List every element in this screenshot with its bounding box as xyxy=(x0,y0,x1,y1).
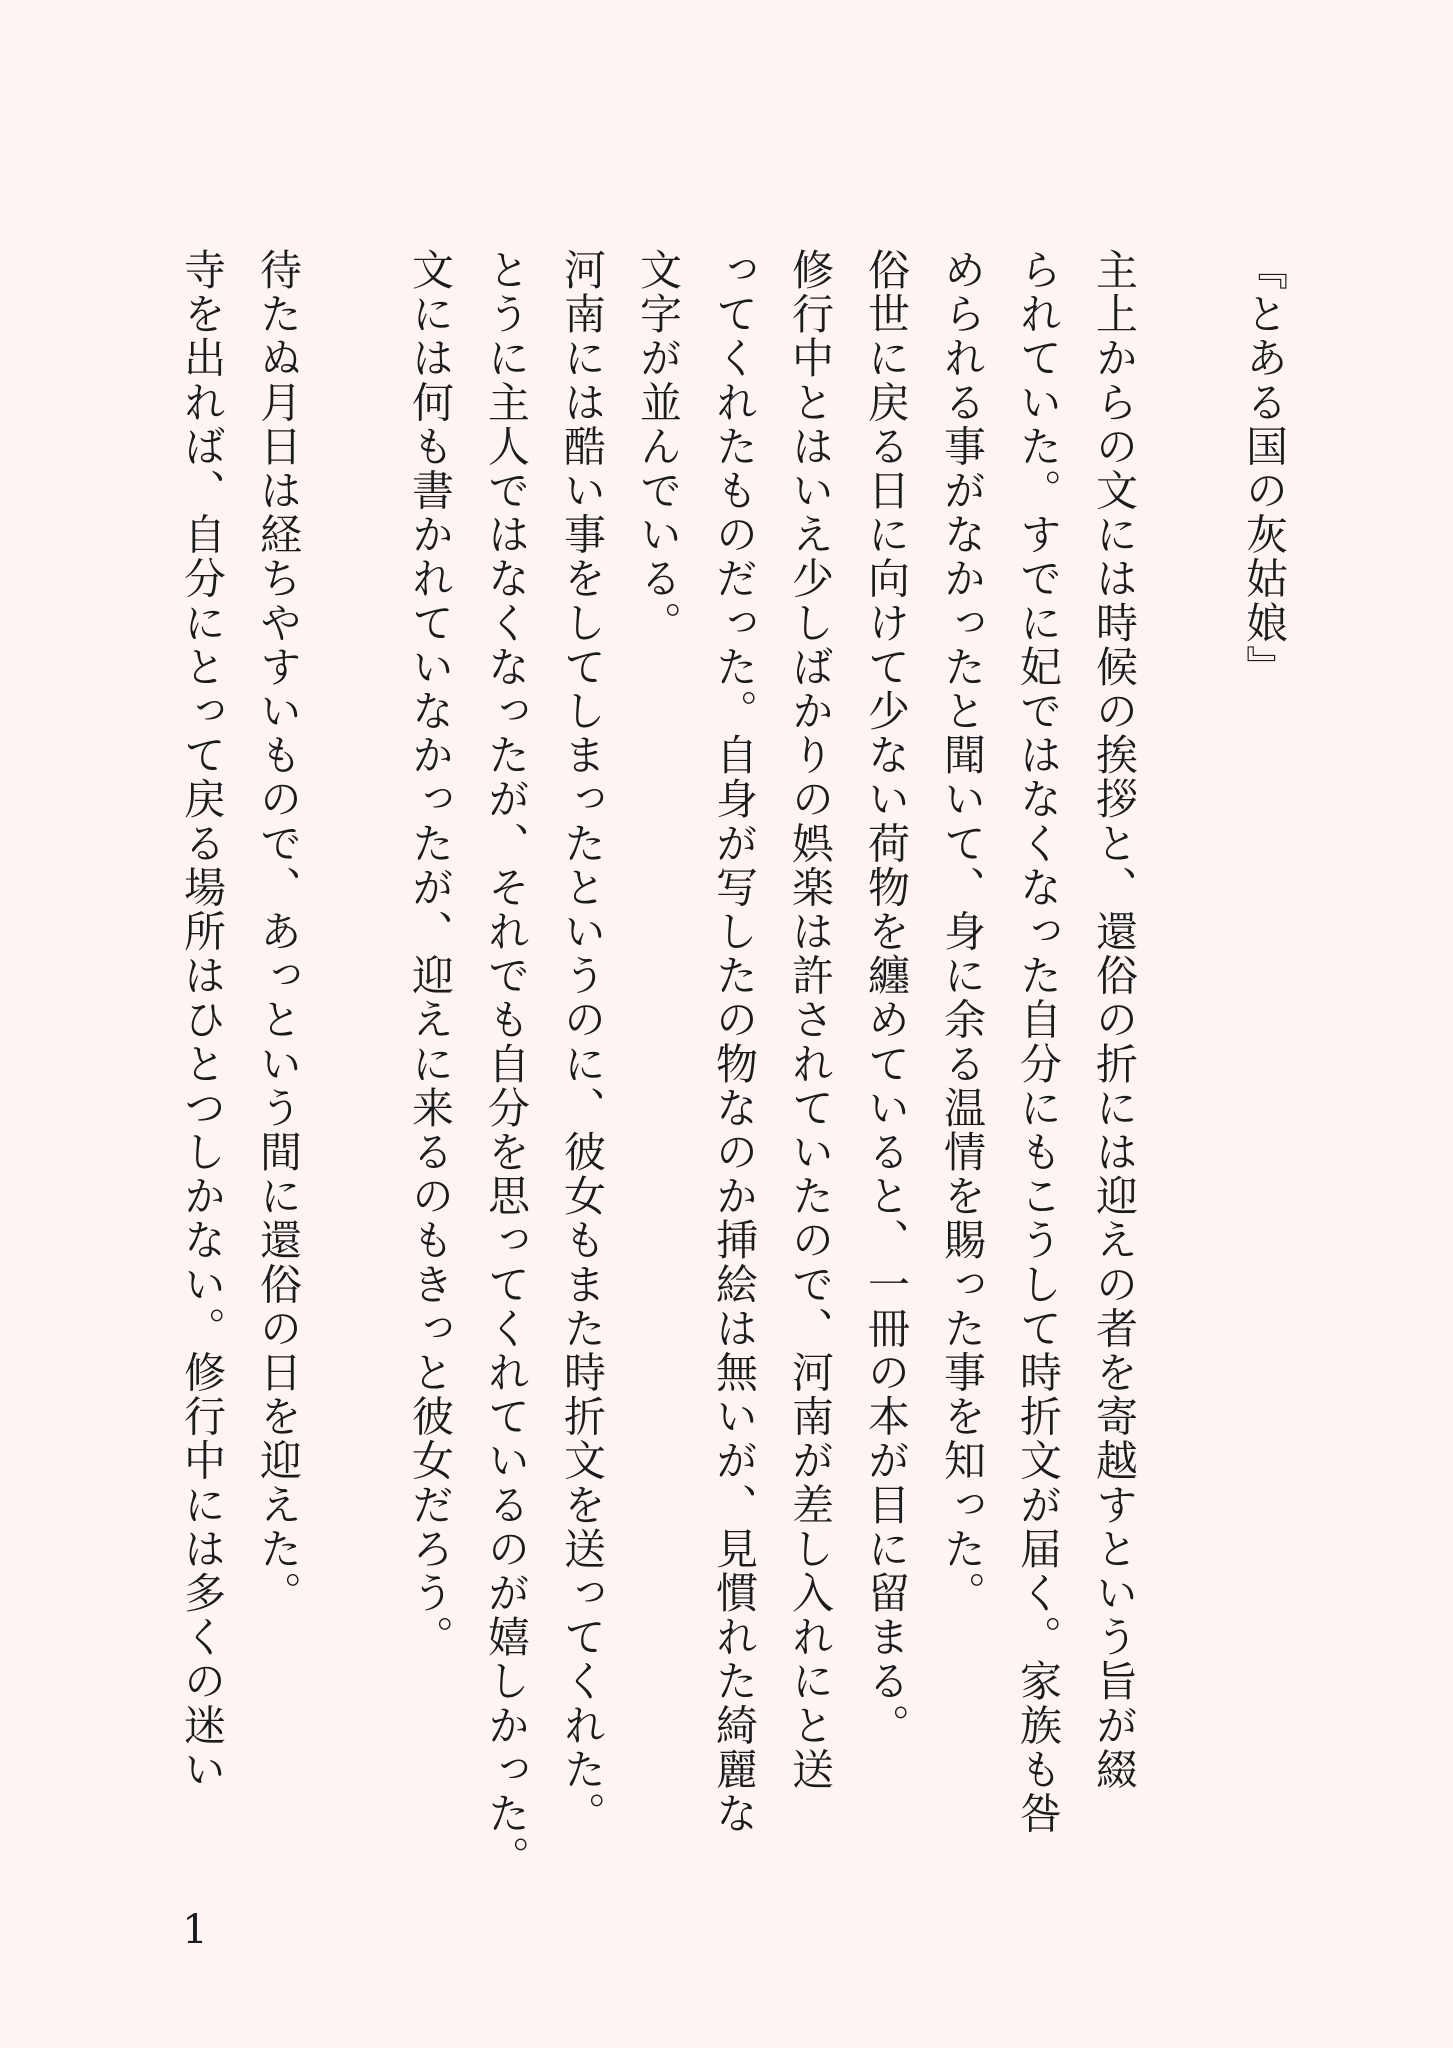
story-title: 『とある国の灰姑娘』 xyxy=(1240,248,1289,689)
text-line-2: られていた。すでに妃ではなくなった自分にもこうして時折文が届く。家族も咎 xyxy=(1014,248,1063,1836)
text-line-9: とうに主人ではなくなったが、それでも自分を思ってくれているのが嬉しかった。 xyxy=(482,248,531,1880)
text-line-1: 主上からの文には時候の挨拶と、還俗の折には迎えの者を寄越すという旨が綴 xyxy=(1090,248,1139,1792)
page-number: 1 xyxy=(182,1907,208,1953)
text-line-12: 寺を出れば、自分にとって戻る場所はひとつしかない。修行中には多くの迷い xyxy=(178,248,227,1792)
text-line-3: められる事がなかったと聞いて、身に余る温情を賜った事を知った。 xyxy=(938,248,987,1616)
text-line-8: 河南には酷い事をしてしまったというのに、彼女もまた時折文を送ってくれた。 xyxy=(558,248,607,1836)
text-line-5: 修行中とはいえ少しばかりの娯楽は許されていたので、河南が差し入れにと送 xyxy=(786,248,835,1792)
text-line-10: 文には何も書かれていなかったが、迎えに来るのもきっと彼女だろう。 xyxy=(406,248,455,1660)
text-line-4: 俗世に戻る日に向けて少ない荷物を纏めていると、一冊の本が目に留まる。 xyxy=(862,248,911,1748)
text-line-7: 文字が並んでいる。 xyxy=(634,248,683,645)
text-line-11: 待たぬ月日は経ちやすいもので、あっという間に還俗の日を迎えた。 xyxy=(254,248,303,1616)
text-line-6: ってくれたものだった。自身が写したの物なのか挿絵は無いが、見慣れた綺麗な xyxy=(710,248,759,1836)
